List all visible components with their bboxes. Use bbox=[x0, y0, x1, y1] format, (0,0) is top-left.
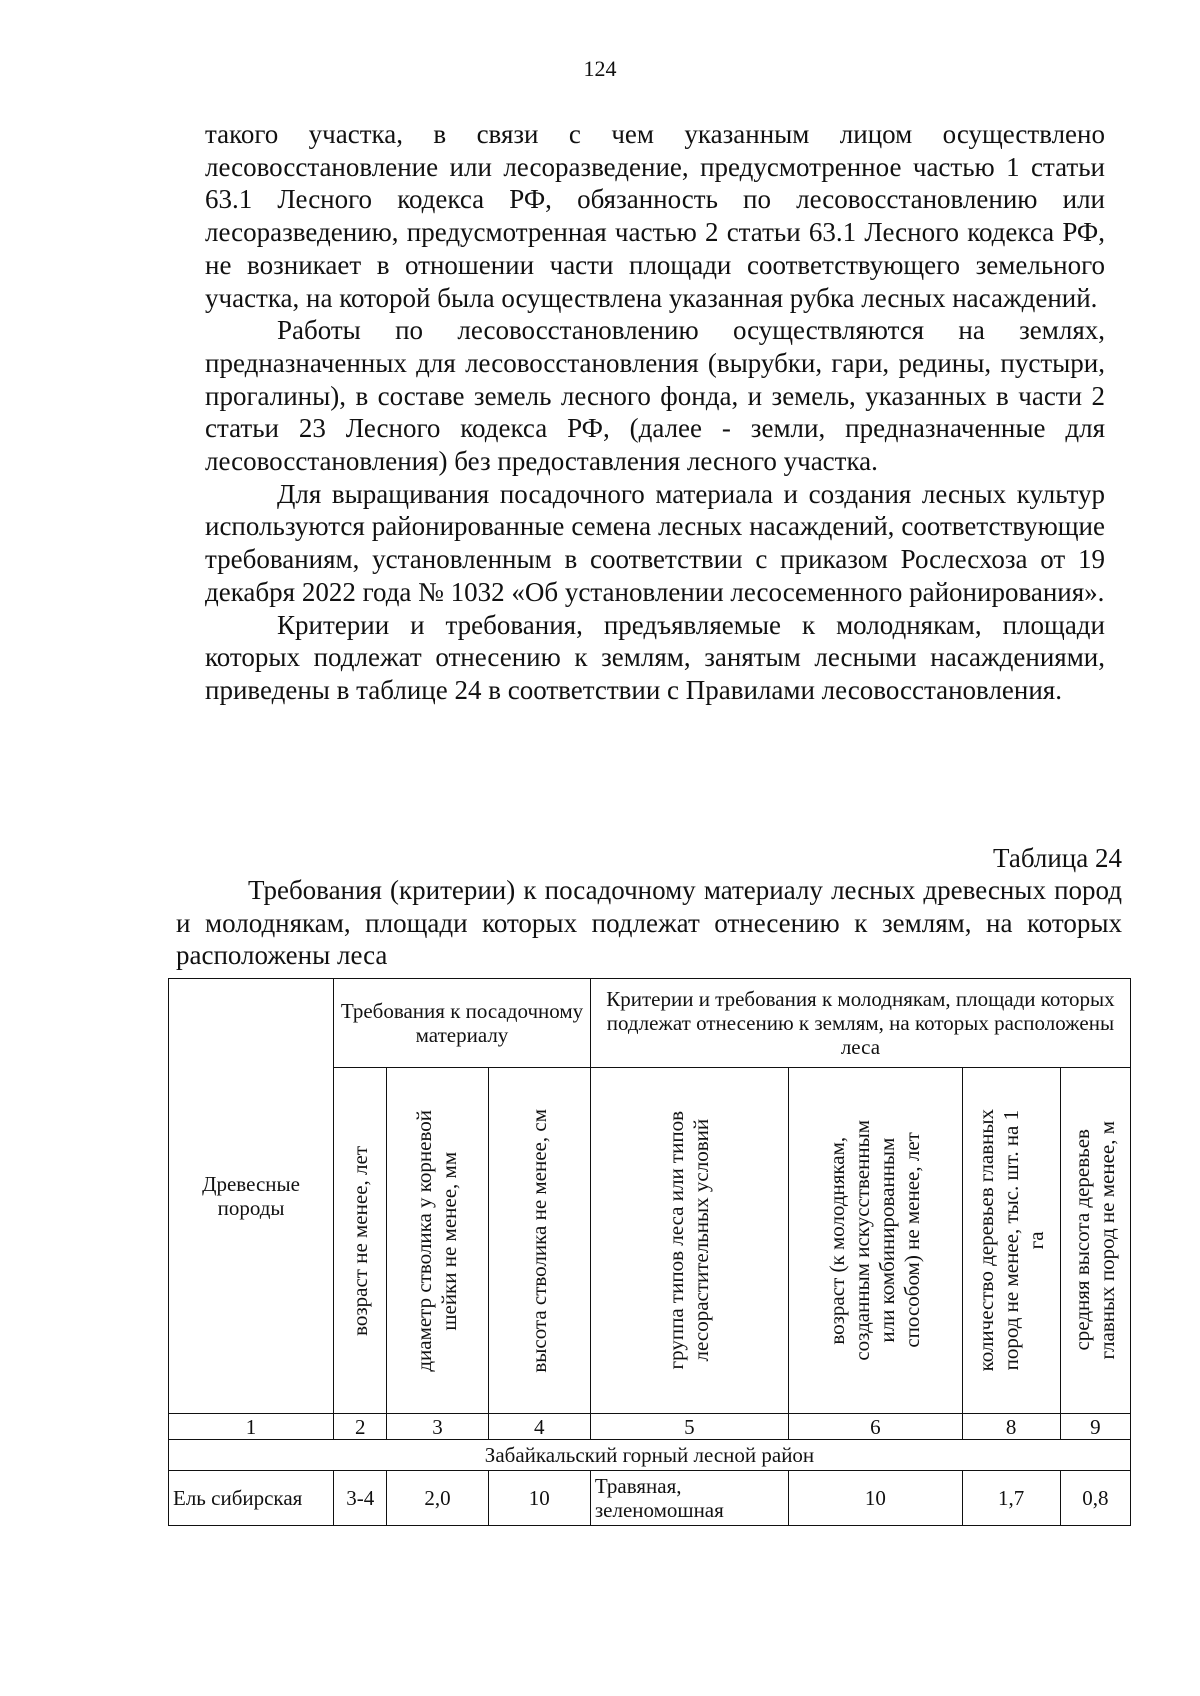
page-number: 124 bbox=[583, 56, 617, 81]
column-number: 3 bbox=[387, 1414, 488, 1440]
table-label: Таблица 24 bbox=[993, 843, 1122, 873]
column-number: 2 bbox=[334, 1414, 387, 1440]
cell-species: Ель сибирская bbox=[169, 1471, 334, 1526]
cell-stem-height: 10 bbox=[488, 1471, 590, 1526]
table-caption: Требования (критерии) к посадочному материалу лесных древесных пород и молоднякам, площади которых подлежат отнесению к землям, на которых расположены леса bbox=[176, 875, 1122, 970]
paragraph-4: Критерии и требования, предъявляемые к молоднякам, площади которых подлежат отнесению к землям, занятым лесными насаждениями, приведены в таблице 24 в соответствии с Правилами лесовосстановления. bbox=[205, 609, 1105, 705]
column-number: 5 bbox=[590, 1414, 788, 1440]
cell-seedling-age: 3-4 bbox=[334, 1471, 387, 1526]
requirements-table bbox=[168, 978, 1131, 1526]
cell-average-height: 0,8 bbox=[1060, 1471, 1130, 1526]
cell-root-collar-diameter: 2,0 bbox=[387, 1471, 488, 1526]
header-tree-count: количество деревьев главных пород не менее, тыс. шт. на 1 га bbox=[962, 1068, 1060, 1414]
column-number: 6 bbox=[789, 1414, 963, 1440]
column-number: 4 bbox=[488, 1414, 590, 1440]
header-stem-height: высота стволика не менее, см bbox=[488, 1068, 590, 1414]
header-species: Древесные породы bbox=[169, 979, 334, 1414]
body-text bbox=[205, 118, 1105, 707]
cell-young-stand-age: 10 bbox=[789, 1471, 963, 1526]
cell-forest-type-group: Травяная, зеленомошная bbox=[590, 1471, 788, 1526]
paragraph-3: Для выращивания посадочного материала и создания лесных культур используются районированные семена лесных насаждений, соответствующие требованиям, установленным в соответствии с приказом Рослесхоза от 19 декабря 2022 года № 1032 «Об установлении лесосеменного районирования». bbox=[205, 478, 1105, 607]
paragraph-1: такого участка, в связи с чем указанным лицом осуществлено лесовосстановление или лесоразведение, предусмотренное частью 1 статьи 63.1 Лесного кодекса РФ, обязанность по лесовосстановлению или лесоразведению, предусмотренная частью 2 статьи 63.1 Лесного кодекса РФ, не возникает в отношении части площади соответствующего земельного участка, на которой была осуществлена указанная рубка лесных насаждений. bbox=[205, 119, 1105, 313]
region-row: Забайкальский горный лесной район bbox=[169, 1440, 1131, 1471]
header-group-planting-material: Требования к посадочному материалу bbox=[334, 979, 591, 1068]
cell-tree-count: 1,7 bbox=[962, 1471, 1060, 1526]
header-forest-type-group: группа типов леса или типов лесорастительных условий bbox=[590, 1068, 788, 1414]
paragraph-2: Работы по лесовосстановлению осуществляются на землях, предназначенных для лесовосстановления (вырубки, гари, редины, пустыри, прогалины), в составе земель лесного фонда, и земель, указанных в части 2 статьи 23 Лесного кодекса РФ, (далее - земли, предназначенные для лесовосстановления) без предоставления лесного участка. bbox=[205, 315, 1105, 477]
column-number-row bbox=[169, 1414, 1131, 1440]
column-number: 8 bbox=[962, 1414, 1060, 1440]
header-young-stand-age: возраст (к молоднякам, созданным искусственным или комбинированным способом) не менее, лет bbox=[789, 1068, 963, 1414]
header-seedling-age: возраст не менее, лет bbox=[334, 1068, 387, 1414]
column-number: 9 bbox=[1060, 1414, 1130, 1440]
table-row bbox=[169, 1471, 1131, 1526]
header-average-height: средняя высота деревьев главных пород не менее, м bbox=[1060, 1068, 1130, 1414]
header-root-collar-diameter: диаметр стволика у корневой шейки не менее, мм bbox=[387, 1068, 488, 1414]
header-group-young-stands: Критерии и требования к молоднякам, площади которых подлежат отнесению к землям, на которых расположены леса bbox=[590, 979, 1130, 1068]
column-number: 1 bbox=[169, 1414, 334, 1440]
